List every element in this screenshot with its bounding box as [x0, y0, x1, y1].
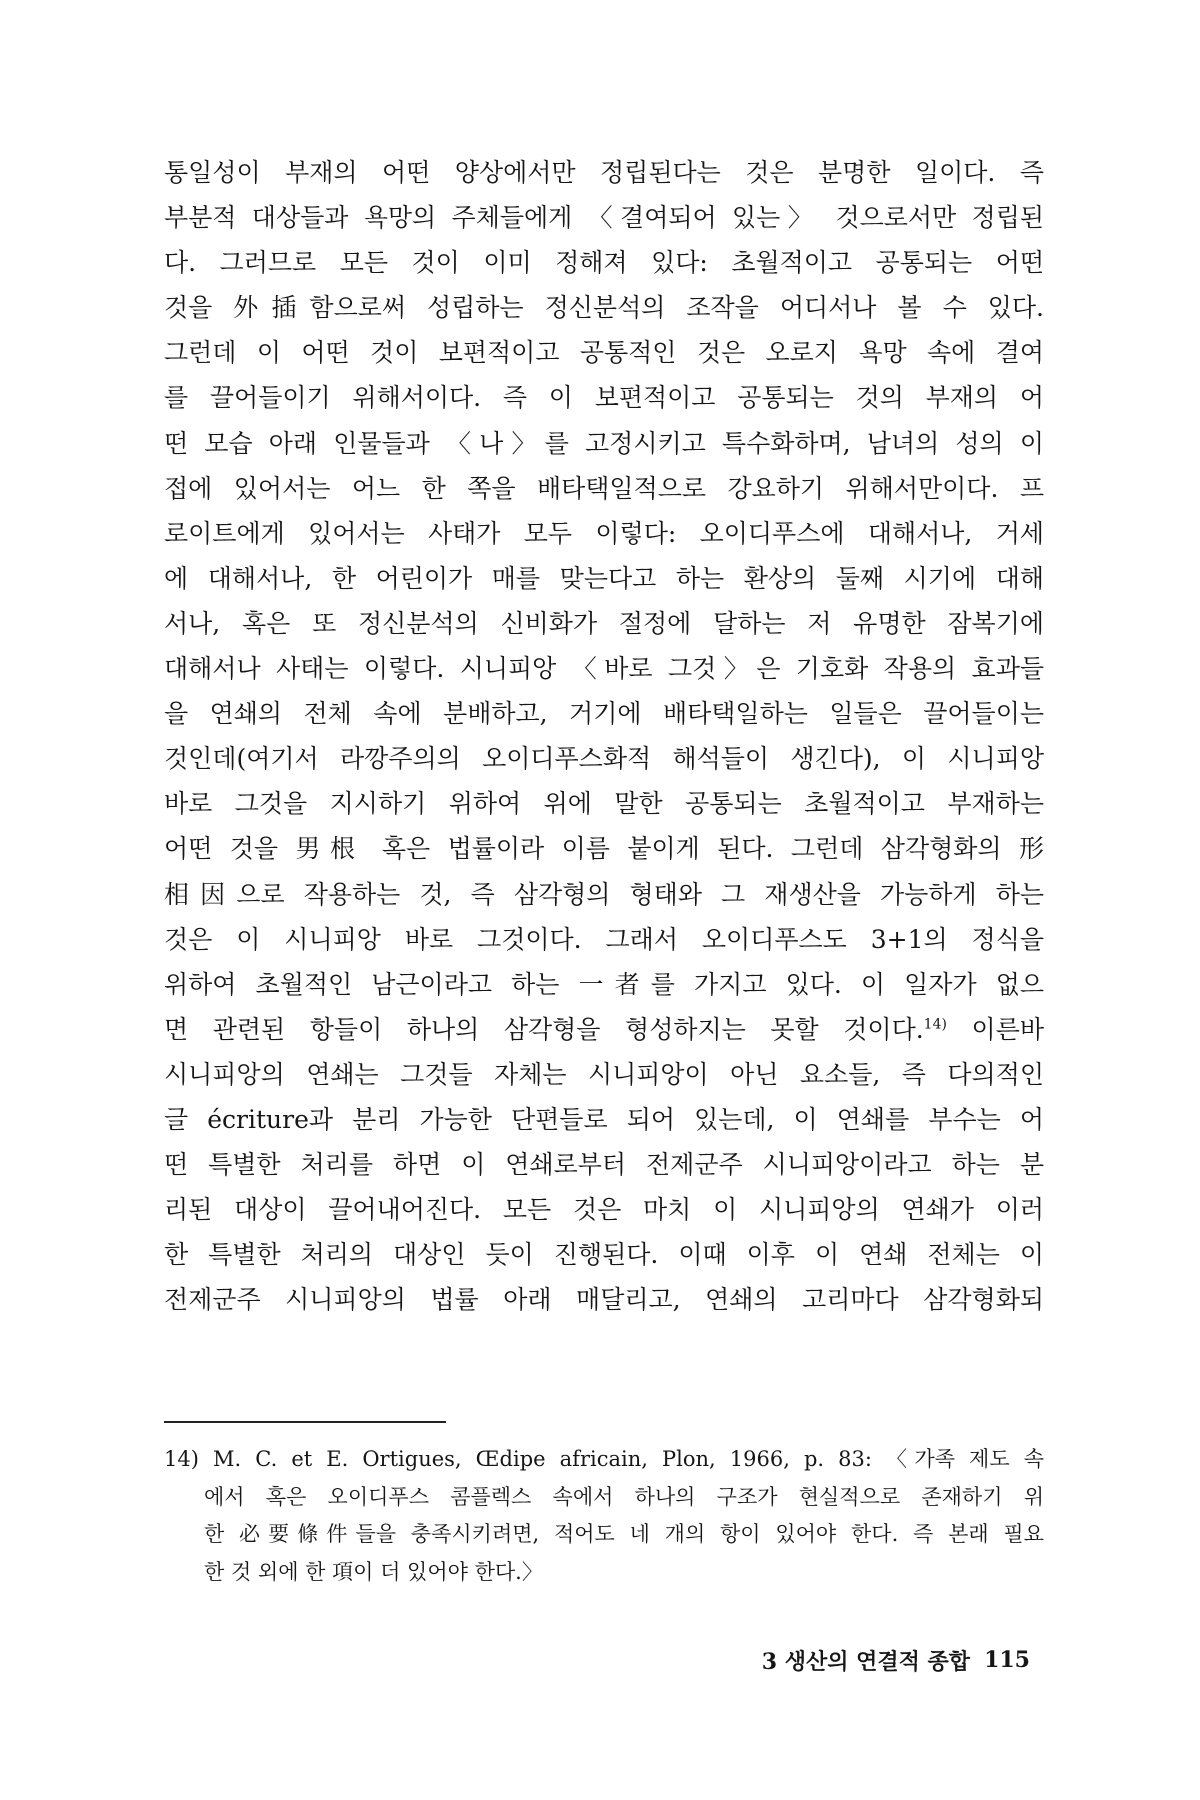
page-number: 115	[984, 1647, 1030, 1673]
chapter-title: 3 생산의 연결적 종합	[761, 1648, 971, 1675]
text-line: 을 연쇄의 전체 속에 분배하고, 거기에 배타택일하는 일들은 끌어들이는	[164, 699, 1044, 729]
text-line: 것인데(여기서 라깡주의의 오이디푸스화적 해석들이 생긴다), 이 시니피앙	[164, 744, 1044, 774]
text-line: 글 écriture과 분리 가능한 단편들로 되어 있는데, 이 연쇄를 부수는 어	[164, 1104, 1044, 1134]
body-text	[164, 150, 1044, 1322]
text-line: 로이트에게 있어서는 사태가 모두 이렇다: 오이디푸스에 대해서나, 거세	[164, 518, 1044, 548]
text-line: 위하여 초월적인 남근이라고 하는 一者를 가지고 있다. 이 일자가 없으	[164, 969, 1044, 999]
text-line: 접에 있어서는 어느 한 쪽을 배타택일적으로 강요하기 위해서만이다. 프	[164, 473, 1044, 503]
text-line: 떤 모습 아래 인물들과 〈나〉를 고정시키고 특수화하며, 남녀의 성의 이	[164, 428, 1044, 458]
footnote-line: 한 必要條件들을 충족시키려면, 적어도 네 개의 항이 있어야 한다. 즉 본래 필요	[204, 1522, 1044, 1546]
text-line: 리된 대상이 끌어내어진다. 모든 것은 마치 이 시니피앙의 연쇄가 이러	[164, 1195, 1044, 1225]
text-line: 서나, 혹은 또 정신분석의 신비화가 절정에 달하는 저 유명한 잠복기에	[164, 608, 1044, 638]
text-line: 에 대해서나, 한 어린이가 매를 맞는다고 하는 환상의 둘째 시기에 대해	[164, 563, 1044, 593]
running-footer	[720, 1640, 1030, 1680]
text-line-head: 면 관련된 항들이 하나의 삼각형을 형성하지는 못할 것이다.	[164, 1014, 924, 1044]
text-line: 다. 그러므로 모든 것이 이미 정해져 있다: 초월적이고 공통되는 어떤	[164, 248, 1044, 278]
text-line: 시니피앙의 연쇄는 그것들 자체는 시니피앙이 아닌 요소들, 즉 다의적인	[164, 1059, 1044, 1089]
footnote	[164, 1441, 1044, 1591]
text-line: 것을 外插함으로써 성립하는 정신분석의 조작을 어디서나 볼 수 있다.	[164, 293, 1044, 323]
footnote-line: 한 것 외에 한 項이 더 있어야 한다.〉	[204, 1559, 543, 1584]
text-line: 것은 이 시니피앙 바로 그것이다. 그래서 오이디푸스도 3+1의 정식을	[164, 924, 1044, 954]
text-line: 바로 그것을 지시하기 위하여 위에 말한 공통되는 초월적이고 부재하는	[164, 789, 1044, 819]
footnote-line: 에서 혹은 오이디푸스 콤플렉스 속에서 하나의 구조가 현실적으로 존재하기 위	[204, 1484, 1044, 1509]
text-line-with-footnote-ref	[164, 1007, 1044, 1052]
text-line: 相因으로 작용하는 것, 즉 삼각형의 형태와 그 재생산을 가능하게 하는	[164, 879, 1044, 909]
text-line: 떤 특별한 처리를 하면 이 연쇄로부터 전제군주 시니피앙이라고 하는 분	[164, 1150, 1044, 1180]
text-line-tail: 이른바	[971, 1014, 1044, 1044]
footnote-line: 14) M. C. et E. Ortigues, Œdipe africain, Plon, 1966, p. 83: 〈가족 제도 속	[164, 1447, 1044, 1471]
footnote-reference[interactable]: 14)	[923, 1016, 947, 1033]
text-line: 어떤 것을 男根 혹은 법률이라 이름 붙이게 된다. 그런데 삼각형화의 形	[164, 834, 1044, 864]
text-line: 를 끌어들이기 위해서이다. 즉 이 보편적이고 공통되는 것의 부재의 어	[164, 383, 1044, 413]
text-line: 한 특별한 처리의 대상인 듯이 진행된다. 이때 이후 이 연쇄 전체는 이	[164, 1240, 1044, 1270]
text-line: 대해서나 사태는 이렇다. 시니피앙 〈바로 그것〉은 기호화 작용의 효과들	[164, 654, 1044, 684]
text-line: 통일성이 부재의 어떤 양상에서만 정립된다는 것은 분명한 일이다. 즉	[164, 158, 1044, 187]
footnote-divider	[164, 1421, 446, 1423]
text-line: 부분적 대상들과 욕망의 주체들에게 〈결여되어 있는〉 것으로서만 정립된	[164, 203, 1044, 233]
text-line: 그런데 이 어떤 것이 보편적이고 공통적인 것은 오로지 욕망 속에 결여	[164, 338, 1044, 368]
text-line: 전제군주 시니피앙의 법률 아래 매달리고, 연쇄의 고리마다 삼각형화되	[164, 1285, 1044, 1315]
